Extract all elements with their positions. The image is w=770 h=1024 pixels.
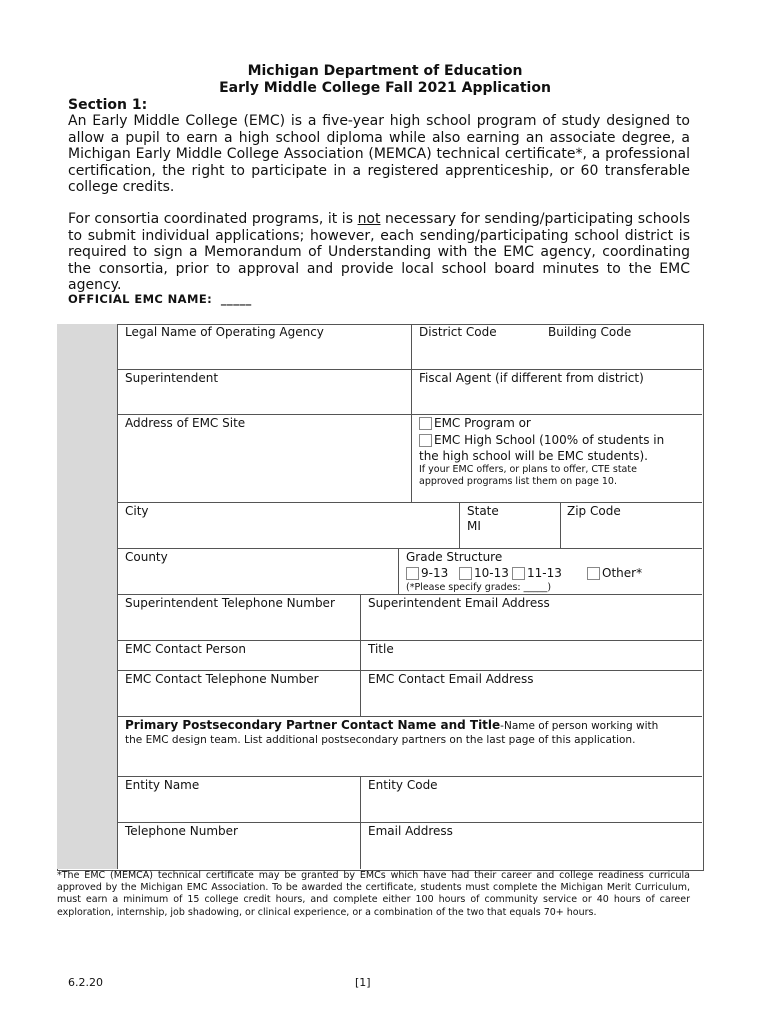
grade-option-10-13: 10-13 [459,566,509,580]
superintendent-label: Superintendent [125,371,219,385]
address-label: Address of EMC Site [125,416,246,430]
partner-contact-note: the EMC design team. List additional postsecondary partners on the last page of this application. [125,734,636,746]
telephone-label: Telephone Number [125,824,238,838]
consortia-paragraph: For consortia coordinated programs, it is not necessary for sending/participating schools to submit individual applications; however, each sending/participating school district is required to sign a Memorandum of Understanding with the EMC agency, coordinating the consortia, prior to approval and provide local school board minutes to the EMC agency. [68,211,690,293]
version-number: 6.2.20 [68,976,103,989]
legal-name-label: Legal Name of Operating Agency [125,325,324,339]
fiscal-agent-label: Fiscal Agent (if different from district) [419,371,644,385]
emc-program-checkbox[interactable] [419,417,432,430]
district-code-label: District Code [419,325,497,339]
email-label: Email Address [368,824,453,838]
state-label: State [467,504,499,518]
grade-option-other: Other* [587,566,642,580]
emc-email-label: EMC Contact Email Address [368,672,534,686]
entity-name-label: Entity Name [125,778,200,792]
emc-program-option: EMC Program or [419,416,531,430]
official-emc-name-field[interactable]: _____ [220,292,252,306]
grade-9-13-checkbox[interactable] [406,567,419,580]
grade-10-13-checkbox[interactable] [459,567,472,580]
supt-phone-label: Superintendent Telephone Number [125,596,335,610]
partner-contact-label: Primary Postsecondary Partner Contact Name and Title-Name of person working with [125,718,659,732]
form-side-shading [57,324,118,869]
emc-high-school-checkbox[interactable] [419,434,432,447]
document-title: Michigan Department of Education [247,63,523,79]
grade-option-9-13: 9-13 [406,566,448,580]
grade-11-13-checkbox[interactable] [512,567,525,580]
intro-paragraph: An Early Middle College (EMC) is a five-year high school program of study designed to allow a pupil to earn a high school diploma while also earning an associate degree, a Michigan Early Middle College Association (MEMCA) technical certificate*, a professional certification, the right to participate in a registered apprenticeship, or 60 transferable college credits. [68,113,690,195]
title-label: Title [368,642,394,656]
supt-email-label: Superintendent Email Address [368,596,550,610]
cte-note-line1: If your EMC offers, or plans to offer, CTE state [419,464,637,475]
emc-high-school-option: EMC High School (100% of students in [419,433,664,447]
grade-option-11-13: 11-13 [512,566,562,580]
cte-note-line2: approved programs list them on page 10. [419,476,617,487]
page-number: [1] [355,976,371,989]
document-subtitle: Early Middle College Fall 2021 Application [219,80,551,96]
state-value: MI [467,519,481,533]
county-label: County [125,550,168,564]
emc-phone-label: EMC Contact Telephone Number [125,672,319,686]
emc-contact-label: EMC Contact Person [125,642,246,656]
grade-structure-label: Grade Structure [406,550,503,564]
zip-code-label: Zip Code [567,504,621,518]
section-heading: Section 1: [68,97,148,113]
grade-note: (*Please specify grades: _____) [406,582,552,593]
emc-high-school-note: the high school will be EMC students). [419,449,648,463]
official-emc-name: OFFICIAL EMC NAME: _____ [68,292,252,306]
footnote: *The EMC (MEMCA) technical certificate may be granted by EMCs which have had their career and college readiness curricula approved by the Michigan EMC Association. To be awarded the certificate, students must complete the Michigan Merit Curriculum, must earn a minimum of 15 college credit hours, and complete either 100 hours of community service or 40 hours of career exploration, internship, job shadowing, or clinical experience, or a combination of the two that equals 70+ hours. [57,870,690,918]
grade-other-checkbox[interactable] [587,567,600,580]
city-label: City [125,504,149,518]
entity-code-label: Entity Code [368,778,438,792]
building-code-label: Building Code [548,325,632,339]
